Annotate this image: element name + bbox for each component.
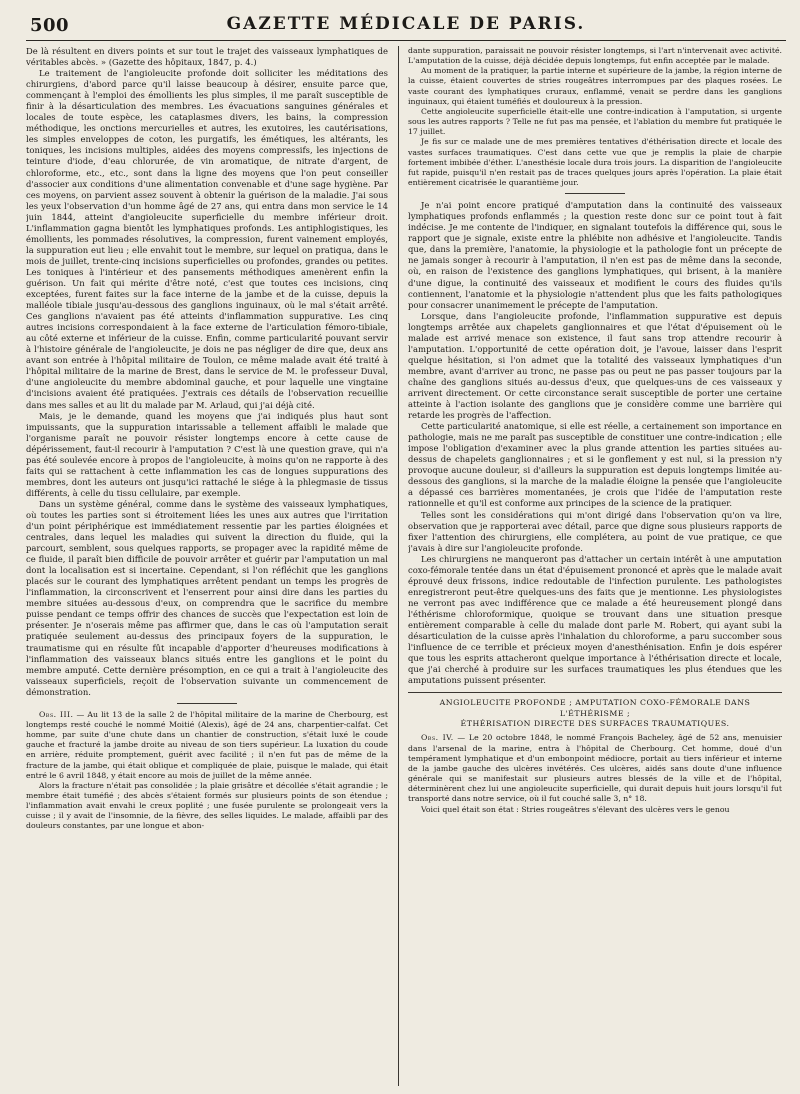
observation-paragraph: Je fis sur ce malade une de mes premières tentatives d'éthérisation directe et locale des vastes surfaces traumatiques. C'est dans cette vue que je remplis la plaie de charpie fortement imbibée d'éther. L'anesthésie locale dura trois jours. La disparition de l'angioleucite fut rapide, puisqu'il n'en restait pas de traces quelques jours après l'opération. La plaie était entièrement cicatrisée le quarantième jour. — [408, 137, 782, 188]
section-heading-line: ANGIOLEUCITE PROFONDE ; AMPUTATION COXO-FÉMORALE DANS L'ÉTHÉRISME ; — [439, 698, 751, 718]
observation-paragraph: Voici quel était son état : Stries rougeâtres s'élevant des ulcères vers le genou — [421, 804, 730, 814]
paragraph: Dans un système général, comme dans le système des vaisseaux lymphatiques, où toutes les parties sont si étroitement liées les unes aux autres que l'irritation d'un point périphérique est immédiatement ressentie par les parties éloignées et centrales, dans lequel les maladies qui suivent la direction du fluide, qui la parcourt, semblent, sous quelques rapports, se propager avec la rapidité même de ce fluide, il paraît bien difficile de pouvoir arrêter et guérir par l'amputation un mal dont la localisation est si incertaine. Cependant, si l'on réfléchit que les ganglions placés sur le courant des lymphatiques arrêtent pendant un temps les progrès de l'inflammation, la circonscrivent et l'enserrent pour ainsi dire dans les parties du membre situées au-dessous d'eux, on comprendra que le sacrifice du membre puisse pendant ce temps offrir des chances de succès que l'expectation est loin de présenter. Je n'oserais même pas affirmer que, dans le cas où l'amputation serait pratiquée seulement au-dessus des principaux foyers de la suppuration, le traumatisme qui en résulte fût incapable d'apporter d'heureuses modifications à l'inflammation des vaisseaux blancs situés entre les ganglions et le point du membre amputé. Cette dernière présomption, en ce qui a trait à l'angioleucite des vaisseaux superficiels, reçoit de l'observation suivante un commencement de démonstration. — [26, 498, 388, 697]
paragraph: Telles sont les considérations qui m'ont dirigé dans l'observation qu'on va lire, observation que je rapporterai avec détail, parce que digne sous plusieurs rapports de fixer l'attention des chirurgiens, elle complétera, au point de vue pratique, ce que j'avais à dire sur l'angioleucite profonde. — [408, 509, 782, 553]
journal-title: GAZETTE MÉDICALE DE PARIS. — [226, 14, 586, 34]
paragraph: De là résultent en divers points et sur tout le trajet des vaisseaux lymphatiques de véritables abcès. » (Gazette des hôpitaux, 1847, p. 4.) — [26, 46, 388, 68]
page-number: 500 — [30, 15, 70, 36]
observation-paragraph: Au moment de la pratiquer, la partie interne et supérieure de la jambe, la région interne de la cuisse, étaient couvertes de stries rougeâtres interrompues par des plaques rosées. Le vaste courant des lymphatiques cruraux, enflammé, venait se perdre dans les ganglions inguinaux, qui étaient tuméfiés et douloureux à la pression. — [408, 66, 782, 106]
observation-label: Obs. IV. — [421, 733, 454, 743]
paragraph: Cette particularité anatomique, si elle est réelle, a certainement son importance en pathologie, mais ne me paraît pas susceptible de constituer une contre-indication ; elle impose l'obligation d'examiner avec la plus grande attention les parties situées au-dessus de chapelets ganglionnaires ; et si le gonflement y est nul, si la pression n'y provoque aucune douleur, si d'ailleurs la suppuration est depuis longtemps limitée au-dessous des ganglions, si la marche de la maladie éloigne la pensée que l'angioleucite a dépassé ces barrières momentanées, je crois que l'idée de l'amputation reste rationnelle et qu'il est conforme aux principes de la science de la pratiquer. — [408, 421, 782, 509]
section-rule — [408, 692, 782, 693]
divider — [177, 703, 237, 704]
section-heading-line: ÉTHÉRISATION DIRECTE DES SURFACES TRAUMATIQUES. — [460, 719, 730, 729]
observation-paragraph: Alors la fracture n'était pas consolidée ; la plaie grisâtre et décollée s'était agrandie ; le membre était tuméfié ; des abcès s'étaient formés sur plusieurs points de son étendue ; l'inflammation avait envahi le creux poplité ; une fusée purulente se prolongeait vers la cuisse ; il y avait de l'insomnie, de la fièvre, des selles liquides. Le malade, affaibli par des douleurs constantes, par une longue et abon- — [26, 780, 388, 831]
paragraph: Le traitement de l'angioleucite profonde doit solliciter les méditations des chirurgiens, d'abord parce qu'il laisse beaucoup à désirer, ensuite parce que, commençant à l'emploi des émollients les plus simples, il me paraît susceptible de finir à la désarticulation des membres. Les évacuations sanguines générales et locales de toute espèce, les cataplasmes divers, les bains, la compression méthodique, les onctions mercurielles et autres, les exutoires, les cautérisations, les simples enveloppes de coton, les purgatifs, les émétiques, les altérants, les toniques, les incisions multiples, aidées des moyens compressifs, les injections de teinture d'iode, d'eau chlorurée, de vin aromatique, de nitrate d'argent, de chloroforme, etc., etc., sont dans la ligne des moyens que l'on peut conseiller d'associer aux conditions d'une alimentation convenable et d'une sage hygiène. Par ces moyens, on parvient assez souvent à obtenir la guérison de la maladie. J'ai sous les yeux l'observation d'un homme âgé de 27 ans, qui entra dans mon service le 14 juin 1844, atteint d'angioleucite superficielle du membre inférieur droit. L'inflammation gagna bientôt les lymphatiques profonds. Les antiphlogistiques, les émollients, les pommades résolutives, la compression, furent vainement employés, la suppuration eut lieu ; elle envahit tout le membre, sur lequel on pratiqua, dans le mois de juillet, trente-cinq incisions superficielles ou profondes, grandes ou petites. Les toniques à l'intérieur et des pansements méthodiques amenèrent enfin la guérison. Un fait qui mérite d'être noté, c'est que toutes ces incisions, cinq exceptées, furent faites sur la face interne de la jambe et de la cuisse, depuis la malléole tibiale jusqu'au-dessous des ganglions inguinaux, où le mal s'était arrêté. Ces ganglions n'avaient pas été atteints d'inflammation suppurative. Les cinq autres incisions correspondaient à la face externe de l'articulation fémoro-tibiale, au côté externe et inférieur de la cuisse. Enfin, comme particularité pouvant servir à l'histoire générale de l'angioleucite, je dois ne pas négliger de dire que, deux ans avant son entrée à l'hôpital militaire de Toulon, ce même malade avait été traité à l'hôpital militaire de la marine de Brest, dans le service de M. le professeur Duval, d'une angioleucite du membre abdominal gauche, et pour laquelle une vingtaine d'incisions avaient été pratiquées. J'extrais ces détails de l'observation recueillie dans mes salles et au lit du malade par M. Arlaud, qui j'ai déjà cité. — [26, 68, 388, 410]
observation-text: — Au lit 13 de la salle 2 de l'hôpital militaire de la marine de Cherbourg, est longtemps resté couché le nommé Moitié (Alexis), âgé de 24 ans, charpentier-calfat. Cet homme, par suite d'une chute dans un chantier de construction, s'était luxé le coude gauche et fracturé la jambe droite au niveau de son tiers supérieur. La luxation du coude en arrière, réduite promptement, guérit avec facilité ; il n'en fut pas de même de la fracture de la jambe, qui était oblique et compliquée de plaie, puisque le malade, qui était entré le 6 avril 1848, y était encore au mois de juillet de la même année. — [26, 709, 388, 780]
left-column — [26, 46, 388, 1088]
observation-paragraph — [408, 733, 782, 804]
paragraph: Lorsque, dans l'angioleucite profonde, l'inflammation suppurative est depuis longtemps arrêtée aux chapelets ganglionnaires et que l'état d'épuisement où le malade est arrivé menace son existence, il faut sans trop attendre recourir à l'amputation. L'opportunité de cette opération doit, je l'avoue, laisser dans l'esprit quelque hésitation, si l'on admet que la totalité des vaisseaux lymphatiques d'un membre, avant d'arriver au tronc, ne passe pas ou peut ne pas passer toujours par la chaîne des ganglions situés au-dessus d'eux, que quelques-uns de ces vaisseaux y arrivent directement. Or cette circonstance serait susceptible de porter une certaine atteinte à l'action isolante des ganglions que je considère comme une barrière qui retarde les progrès de l'affection. — [408, 310, 782, 421]
observation-paragraph — [26, 710, 388, 781]
section-heading — [408, 698, 782, 729]
observation-label: Obs. III. — [39, 709, 74, 719]
paragraph: Je n'ai point encore pratiqué d'amputation dans la continuité des vaisseaux lymphatiques profonds enflammés ; la question reste donc sur ce point tout à fait indécise. Je me contente de l'indiquer, en signalant toutefois la différence qui, sous le rapport que je signale, existe entre la phlébite non adhésive et l'angioleucite. Tandis que, dans la première, l'anatomie, la physiologie et la pathologie font un précepte de ne jamais songer à recourir à l'amputation, il n'en est pas de même dans la seconde, où, en raison de l'existence des ganglions lymphatiques, qui brisent, à la manière d'une digue, la continuité des vaisseaux et modifient le cours des fluides qu'ils contiennent, l'anatomie et la physiologie n'attendent plus que les faits pathologiques pour consacrer unanimement le précepte de l'amputation. — [408, 200, 782, 310]
paragraph: Mais, je le demande, quand les moyens que j'ai indiqués plus haut sont impuissants, que la suppuration intarissable a tellement affaibli le malade que l'organisme paraît ne pouvoir résister longtemps encore à cette cause de dépérissement, faut-il recourir à l'amputation ? C'est là une question grave, qui n'a pas été soulevée encore à propos de l'angioleucite, à moins qu'on ne rapporte à des faits qui se rattachent à cette inflammation les cas de longues suppurations des membres, dont les auteurs ont jusqu'ici rattaché le siége à la phlegmasie de tissus différents, à celle du tissu cellulaire, par exemple. — [26, 410, 388, 498]
column-divider — [398, 46, 399, 1086]
right-column — [408, 46, 782, 1088]
divider — [565, 193, 625, 194]
observation-text: — Le 20 octobre 1848, le nommé François Bacheley, âgé de 52 ans, menuisier dans l'arsenal de la marine, entra à l'hôpital de Cherbourg. Cet homme, doué d'un tempérament lymphatique et d'un embonpoint médiocre, portait au tiers inférieur et interne de la jambe gauche des ulcères invétérés. Ces ulcères, aidés sans doute d'une influence générale qui se manifestait sur plusieurs autres blessés de la ville et de l'hôpital, déterminèrent chez lui une angioleucite superficielle, qui durait depuis huit jours lorsqu'il fut transporté dans notre service, où il fut couché salle 3, n° 18. — [408, 733, 782, 804]
observation-paragraph: Cette angioleucite superficielle était-elle une contre-indication à l'amputation, si urgente sous les autres rapports ? Telle ne fut pas ma pensée, et l'ablation du membre fut pratiquée le 17 juillet. — [408, 106, 782, 137]
page-header — [26, 14, 786, 41]
paragraph: Les chirurgiens ne manqueront pas d'attacher un certain intérêt à une amputation coxo-fémorale tentée dans un état d'épuisement prononcé et après que le malade avait éprouvé deux frissons, indice redoutable de l'infection purulente. Les pathologistes enregistreront peut-être quelques-uns des faits que je mentionne. Les physiologistes ne verront pas avec indifférence que ce malade a été heureusement plongé dans l'éthérisme chloroformique, quoique se trouvant dans une situation presque entièrement comparable à celle du malade dont parle M. Robert, qui ayant subi la désarticulation de la cuisse après l'inhalation du chloroforme, a paru succomber sous l'influence de ce terrible et précieux moyen d'anesthénisation. Enfin je dois espérer que tous les esprits attacheront quelque importance à l'éthérisation directe et locale, que j'ai cherché à produire sur les surfaces traumatiques les plus étendues que les amputations puissent présenter. — [408, 553, 782, 686]
observation-paragraph: dante suppuration, paraissait ne pouvoir résister longtemps, si l'art n'intervenait avec activité. L'amputation de la cuisse, déjà décidée depuis longtemps, fut enfin acceptée par le malade. — [408, 46, 782, 66]
